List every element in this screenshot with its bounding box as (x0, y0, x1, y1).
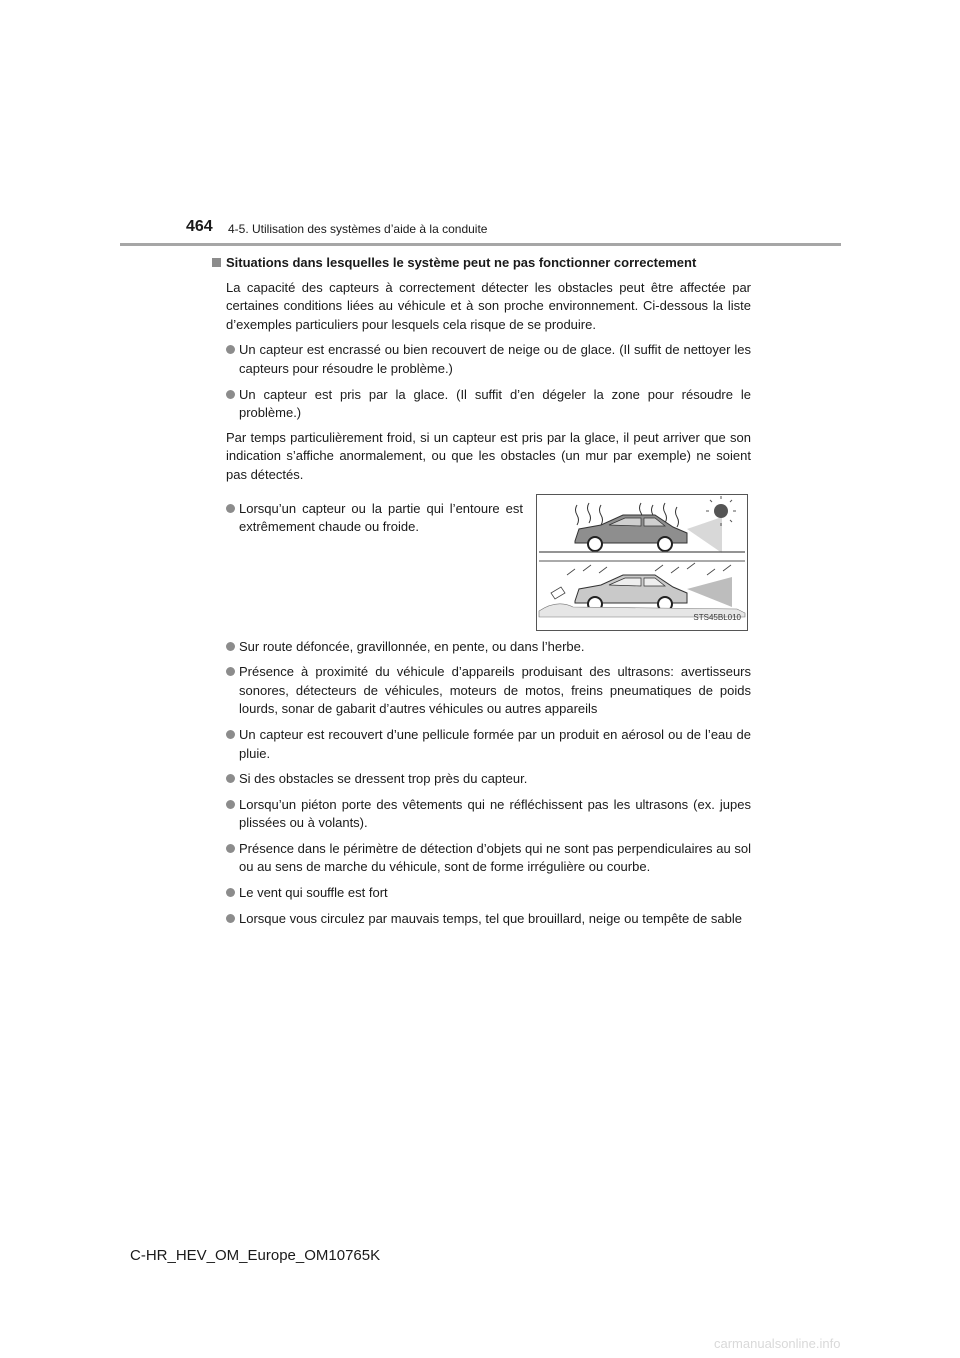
list-item-text: Un capteur est encrassé ou bien recouvert de neige ou de glace. (Il suffit de nettoyer les capteurs pour résoudre le problème.) (239, 342, 751, 376)
list-item-text: Sur route défoncée, gravillonnée, en pente, ou dans l’herbe. (239, 638, 585, 654)
cold-weather-note: Par temps particulièrement froid, si un capteur est pris par la glace, il peut arriver que son indication s’affiche anormalement, ou que les obstacles (un mur par exemple) ne soient pas détectés. (226, 429, 751, 482)
list-item-text: Lorsqu’un capteur ou la partie qui l’entoure est extrêmement chaude ou froide. (239, 500, 523, 535)
list-item (211, 840, 751, 877)
list-item-text: Un capteur est pris par la glace. (Il suffit d’en dégeler la zone pour résoudre le problème.) (239, 386, 751, 421)
figure-code: STS45BL010 (693, 612, 741, 622)
bullet-dot-icon (226, 800, 235, 809)
list-item (211, 663, 751, 719)
list-item-text: Lorsqu’un piéton porte des vêtements qui ne réfléchissent pas les ultrasons (ex. jupes plissées ou à volants). (239, 796, 751, 831)
list-item-text: Présence dans le périmètre de détection d’objets qui ne sont pas perpendiculaires au sol ou au sens de marche du véhicule, sont de forme irrégulière ou courbe. (239, 840, 751, 875)
bullet-dot-icon (226, 345, 235, 354)
snowfall (567, 563, 731, 575)
chapter-title: 4-5. Utilisation des systèmes d’aide à la conduite (228, 222, 488, 236)
list-item (211, 910, 751, 929)
main-content (211, 254, 751, 928)
bullet-dot-icon (226, 914, 235, 923)
list-item-text: Lorsque vous circulez par mauvais temps, tel que brouillard, neige ou tempête de sable (239, 910, 742, 926)
watermark-link[interactable]: carmanualsonline.info (714, 1336, 841, 1351)
sensor-temperature-illustration (536, 494, 748, 631)
document-id: C-HR_HEV_OM_Europe_OM10765K (130, 1247, 381, 1264)
bullet-dot-icon (226, 844, 235, 853)
list-item (211, 796, 751, 833)
bullet-dot-icon (226, 390, 235, 399)
header-rule (120, 243, 841, 246)
list-item-text: Le vent qui souffle est fort (239, 885, 388, 901)
list-item (211, 884, 751, 903)
list-item-text: Si des obstacles se dressent trop près du capteur. (239, 771, 528, 787)
square-bullet-icon (212, 258, 221, 267)
list-item-text: Un capteur est recouvert d’une pellicule formée par un produit en aérosol ou de l’eau de pluie. (239, 726, 751, 761)
list-item (211, 341, 751, 378)
figure-row (211, 494, 751, 631)
bullet-dot-icon (226, 730, 235, 739)
bullet-dot-icon (226, 642, 235, 651)
section-heading (211, 254, 751, 273)
list-item (211, 770, 751, 789)
list-item-text: Présence à proximité du véhicule d’appareils produisant des ultrasons: avertisseurs sonores, détecteurs de véhicules, moteurs de motos, freins pneumatiques de poids lourds, sonar de gabarit d’autres véhicules ou autres appareils (239, 664, 751, 717)
list-item (211, 386, 751, 423)
list-item (211, 500, 523, 631)
bullet-dot-icon (226, 888, 235, 897)
section-heading-text: Situations dans lesquelles le système peut ne pas fonctionner correctement (226, 255, 697, 270)
intro-paragraph: La capacité des capteurs à correctement détecter les obstacles peut être affectée par certaines conditions liées au véhicule et à son proche environnement. Ci-dessous la liste d’exemples particuliers pour lesquels cela risque de se produire. (226, 279, 751, 332)
list-item (211, 726, 751, 763)
bullet-dot-icon (226, 774, 235, 783)
page-number: 464 (186, 218, 213, 235)
bullet-dot-icon (226, 504, 235, 513)
bullet-dot-icon (226, 667, 235, 676)
list-item (211, 638, 751, 657)
